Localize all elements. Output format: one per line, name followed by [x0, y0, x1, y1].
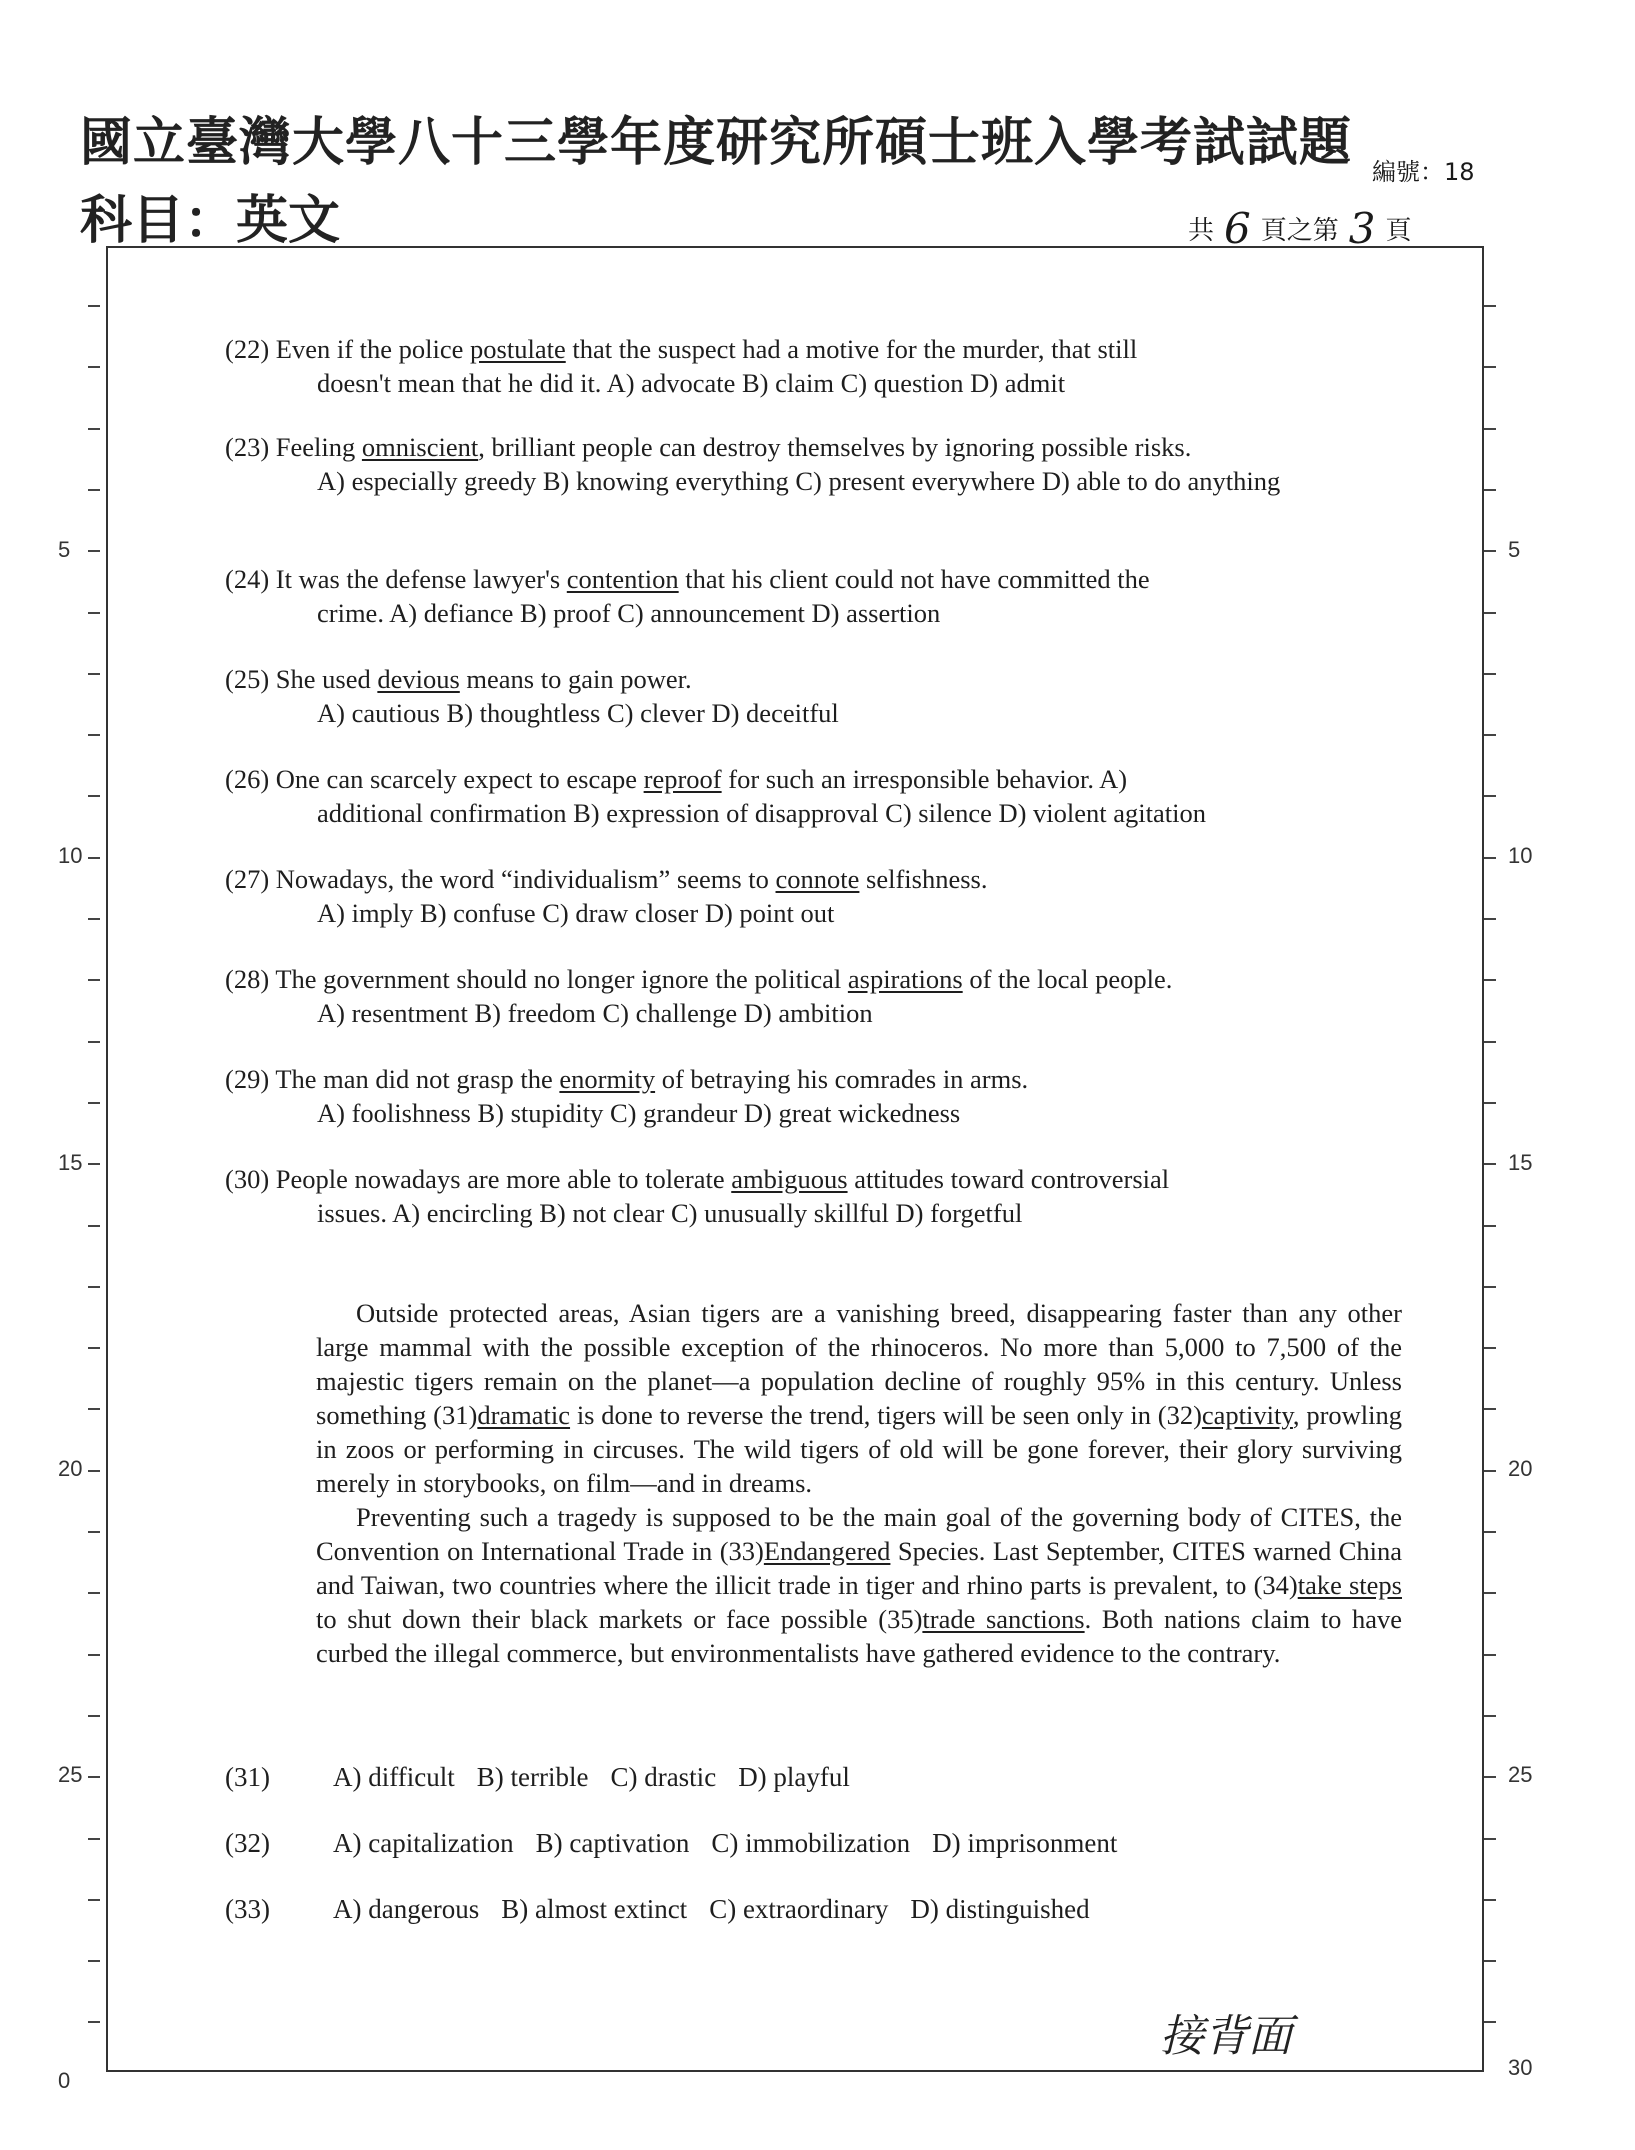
- margin-tick: [88, 612, 100, 614]
- option-a: A) capitalization: [333, 1828, 514, 1858]
- target-word: captivity: [1201, 1400, 1293, 1430]
- margin-tick: [1484, 2021, 1496, 2023]
- margin-tick: [1484, 918, 1496, 920]
- page-total: 6: [1224, 204, 1251, 253]
- option-c: C) drastic: [610, 1762, 717, 1792]
- margin-tick: [1484, 979, 1496, 981]
- option-d: D) distinguished: [910, 1894, 1090, 1924]
- passage-text: to shut down their black markets or face possible (35): [316, 1604, 923, 1634]
- target-word: dramatic: [477, 1400, 571, 1430]
- margin-tick: [1484, 1347, 1496, 1349]
- question-text: Nowadays, the word “individualism” seems to: [275, 864, 776, 894]
- margin-tick: [88, 1225, 100, 1227]
- question-number: (24): [225, 564, 270, 594]
- margin-tick: [1484, 1163, 1496, 1165]
- margin-tick: [1484, 366, 1496, 368]
- margin-tick: [88, 1531, 100, 1533]
- passage-text: is done to reverse the trend, tigers will be seen only in (32): [570, 1400, 1202, 1430]
- margin-tick: [88, 795, 100, 797]
- question-33: [225, 1894, 1112, 1925]
- question-text: The government should no longer ignore the political: [275, 964, 848, 994]
- question-text: that the suspect had a motive for the murder, that still: [565, 334, 1138, 364]
- question-text: She used: [275, 664, 378, 694]
- option-a: A) dangerous: [333, 1894, 480, 1924]
- margin-tick: [1484, 1592, 1496, 1594]
- question-text: People nowadays are more able to tolerate: [275, 1164, 732, 1194]
- margin-tick: [1484, 1408, 1496, 1410]
- target-word: contention: [566, 564, 679, 594]
- margin-tick: [1484, 305, 1496, 307]
- question-28: [225, 962, 1405, 1030]
- question-number: (29): [225, 1064, 270, 1094]
- page-count: [1188, 200, 1412, 253]
- question-text: for such an irresponsible behavior. A): [721, 764, 1128, 794]
- answer-options: A) especially greedy B) knowing everything C) present everywhere D) able to do anything: [317, 466, 1281, 496]
- question-number: (28): [225, 964, 270, 994]
- question-continuation: doesn't mean that he did it. A) advocate B) claim C) question D) admit: [317, 368, 1066, 398]
- question-text: It was the defense lawyer's: [275, 564, 567, 594]
- margin-tick: [1484, 1041, 1496, 1043]
- passage-text: . Both nations claim to have curbed the illegal commerce, but environmentalists have gathered evidence to the contrary.: [316, 1604, 1402, 1668]
- question-23: [225, 430, 1405, 498]
- line-number-left: 5: [58, 537, 71, 562]
- line-number-left: 0: [58, 2068, 71, 2093]
- margin-tick: [88, 1899, 100, 1901]
- margin-tick: [1484, 673, 1496, 675]
- question-27: [225, 862, 1405, 930]
- exam-title: 國立臺灣大學八十三學年度研究所碩士班入學考試試題: [80, 113, 1353, 173]
- margin-tick: [1484, 1225, 1496, 1227]
- margin-tick: [88, 1960, 100, 1962]
- question-text: selfishness.: [859, 864, 988, 894]
- question-number: (27): [225, 864, 270, 894]
- target-word: take steps: [1297, 1570, 1402, 1600]
- margin-tick: [1484, 550, 1496, 552]
- question-number: (30): [225, 1164, 270, 1194]
- question-number: (33): [225, 1894, 270, 1924]
- margin-tick: [88, 1408, 100, 1410]
- subject-label: 科目：英文: [80, 191, 341, 251]
- question-text: Even if the police: [275, 334, 471, 364]
- margin-tick: [88, 1776, 100, 1778]
- option-a: A) difficult: [333, 1762, 455, 1792]
- margin-tick: [88, 1654, 100, 1656]
- margin-tick: [1484, 1960, 1496, 1962]
- question-30: [225, 1162, 1405, 1230]
- question-text: One can scarcely expect to escape: [275, 764, 644, 794]
- question-26: [225, 762, 1405, 830]
- margin-tick: [1484, 1776, 1496, 1778]
- target-word: enormity: [559, 1064, 656, 1094]
- passage-text: Preventing such a tragedy is supposed to be the main goal of the governing body of CITES, the Convention on International Trade in (33): [316, 1502, 1402, 1566]
- question-22: [225, 332, 1405, 400]
- margin-tick: [88, 428, 100, 430]
- question-text: attitudes toward controversial: [847, 1164, 1170, 1194]
- margin-tick: [88, 979, 100, 981]
- passage-text: Outside protected areas, Asian tigers are a vanishing breed, disappearing faster than any other large mammal with the possible exception of the rhinoceros. No more than 5,000 to 7,500 of the majestic tigers remain on the planet—a population decline of roughly 95% in this century. Unless something (31): [316, 1298, 1402, 1430]
- margin-tick: [1484, 857, 1496, 859]
- margin-tick: [88, 305, 100, 307]
- margin-tick: [88, 1715, 100, 1717]
- passage-paragraph: [316, 1500, 1402, 1670]
- target-word: aspirations: [847, 964, 963, 994]
- option-b: B) almost extinct: [501, 1894, 688, 1924]
- question-number: (26): [225, 764, 270, 794]
- margin-tick: [88, 918, 100, 920]
- question-31: [225, 1762, 872, 1793]
- line-number-right: 10: [1508, 843, 1533, 868]
- margin-tick: [88, 857, 100, 859]
- option-d: D) imprisonment: [932, 1828, 1118, 1858]
- margin-tick: [1484, 795, 1496, 797]
- target-word: postulate: [470, 334, 566, 364]
- question-continuation: additional confirmation B) expression of disapproval C) silence D) violent agitation: [317, 798, 1207, 828]
- margin-tick: [88, 366, 100, 368]
- margin-tick: [1484, 1715, 1496, 1717]
- target-word: trade sanctions: [922, 1604, 1085, 1634]
- line-number-left: 20: [58, 1456, 83, 1481]
- page-frame: [106, 246, 1484, 2072]
- question-text: that his client could not have committed the: [678, 564, 1150, 594]
- margin-tick: [88, 1041, 100, 1043]
- passage-text: , prowling in zoos or performing in circuses. The wild tigers of old will be gone forever, their glory surviving merely in storybooks, on film—and in dreams.: [316, 1400, 1403, 1498]
- margin-tick: [1484, 1470, 1496, 1472]
- page-suffix: 頁: [1385, 216, 1412, 246]
- target-word: Endangered: [763, 1536, 891, 1566]
- margin-tick: [88, 2021, 100, 2023]
- option-b: B) terrible: [476, 1762, 589, 1792]
- answer-options: A) resentment B) freedom C) challenge D) ambition: [317, 998, 873, 1028]
- target-word: reproof: [643, 764, 722, 794]
- question-number: (25): [225, 664, 270, 694]
- margin-tick: [88, 734, 100, 736]
- line-number-right: 20: [1508, 1456, 1533, 1481]
- question-29: [225, 1062, 1405, 1130]
- margin-tick: [88, 1347, 100, 1349]
- line-number-left: 25: [58, 1762, 83, 1787]
- margin-tick: [1484, 1899, 1496, 1901]
- question-continuation: issues. A) encircling B) not clear C) unusually skillful D) forgetful: [317, 1198, 1023, 1228]
- margin-tick: [88, 1838, 100, 1840]
- answer-options: A) imply B) confuse C) draw closer D) point out: [317, 898, 835, 928]
- continued-on-back-note: 接背面: [1160, 2011, 1292, 2062]
- margin-tick: [1484, 1286, 1496, 1288]
- serial-number: 編號：18: [1372, 158, 1475, 186]
- option-d: D) playful: [738, 1762, 850, 1792]
- page-current: 3: [1348, 204, 1376, 253]
- answer-options: A) cautious B) thoughtless C) clever D) deceitful: [317, 698, 839, 728]
- line-number-left: 10: [58, 843, 83, 868]
- margin-tick: [1484, 1102, 1496, 1104]
- question-number: (23): [225, 432, 270, 462]
- question-text: The man did not grasp the: [275, 1064, 560, 1094]
- page-prefix: 共: [1188, 216, 1215, 246]
- passage-paragraph: [316, 1296, 1402, 1500]
- target-word: ambiguous: [731, 1164, 848, 1194]
- option-b: B) captivation: [535, 1828, 690, 1858]
- line-number-left: 15: [58, 1150, 83, 1175]
- margin-tick: [88, 1286, 100, 1288]
- margin-tick: [1484, 612, 1496, 614]
- question-number: (22): [225, 334, 270, 364]
- margin-tick: [1484, 1838, 1496, 1840]
- answer-options: A) foolishness B) stupidity C) grandeur D) great wickedness: [317, 1098, 961, 1128]
- margin-tick: [1484, 489, 1496, 491]
- target-word: devious: [377, 664, 460, 694]
- margin-tick: [88, 1592, 100, 1594]
- question-text: Feeling: [275, 432, 362, 462]
- question-text: of the local people.: [962, 964, 1173, 994]
- question-continuation: crime. A) defiance B) proof C) announcement D) assertion: [317, 598, 941, 628]
- margin-tick: [1484, 428, 1496, 430]
- option-c: C) extraordinary: [709, 1894, 889, 1924]
- margin-tick: [1484, 734, 1496, 736]
- question-text: of betraying his comrades in arms.: [655, 1064, 1029, 1094]
- margin-tick: [88, 550, 100, 552]
- line-number-right: 15: [1508, 1150, 1533, 1175]
- option-c: C) immobilization: [711, 1828, 911, 1858]
- margin-tick: [1484, 1531, 1496, 1533]
- line-number-right: 30: [1508, 2055, 1533, 2080]
- line-number-right: 25: [1508, 1762, 1533, 1787]
- margin-tick: [88, 1163, 100, 1165]
- margin-tick: [88, 489, 100, 491]
- passage-text: Species. Last September, CITES warned China and Taiwan, two countries where the illicit trade in tiger and rhino parts is prevalent, to (34): [316, 1536, 1402, 1600]
- margin-tick: [1484, 1654, 1496, 1656]
- margin-tick: [88, 1470, 100, 1472]
- question-25: [225, 662, 1405, 730]
- page-mid: 頁之第: [1260, 216, 1339, 246]
- question-number: (31): [225, 1762, 270, 1792]
- target-word: omniscient: [361, 432, 479, 462]
- margin-tick: [88, 673, 100, 675]
- target-word: connote: [775, 864, 860, 894]
- line-number-right: 5: [1508, 537, 1521, 562]
- margin-tick: [88, 1102, 100, 1104]
- question-24: [225, 562, 1405, 630]
- question-text: , brilliant people can destroy themselves by ignoring possible risks.: [478, 432, 1192, 462]
- question-text: means to gain power.: [459, 664, 692, 694]
- question-number: (32): [225, 1828, 270, 1858]
- question-32: [225, 1828, 1139, 1859]
- reading-passage: [316, 1296, 1402, 1670]
